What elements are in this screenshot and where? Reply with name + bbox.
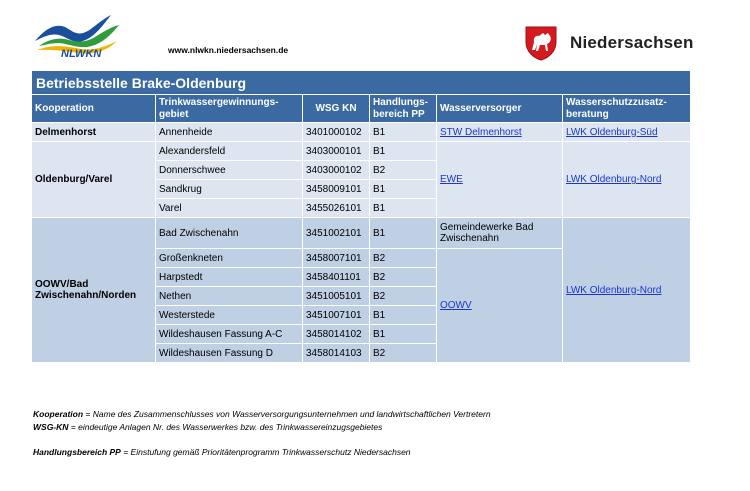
versorger-link[interactable]: OOWV [440,300,472,311]
kooperation-cell: Oldenburg/Varel [32,142,156,218]
column-header-handlungsbereich: Handlungs-bereich PP [370,95,437,123]
beratung-cell [563,142,691,218]
pp-cell: B2 [370,287,437,306]
gebiet-cell: Nethen [156,287,303,306]
pp-cell: B1 [370,180,437,199]
kooperation-cell: OOWV/Bad Zwischenahn/Norden [32,218,156,363]
table-row [32,123,691,142]
gebiet-cell: Westerstede [156,306,303,325]
pp-cell: B2 [370,344,437,363]
legend-wsg-kn [33,422,382,432]
legend-term: Kooperation [33,409,84,419]
column-header-wsg-kn: WSG KN [303,95,370,123]
beratung-link[interactable]: LWK Oldenburg-Süd [566,126,658,138]
wsg-cell: 3403000101 [303,142,370,161]
coat-of-arms-icon [523,24,559,62]
gebiet-cell: Donnerschwee [156,161,303,180]
wsg-cell: 3458014102 [303,325,370,344]
versorger-link[interactable]: STW Delmenhorst [440,126,522,138]
logo-text: NLWKN [61,48,102,60]
gebiet-cell: Wildeshausen Fassung A-C [156,325,303,344]
gebiet-cell: Großenkneten [156,249,303,268]
wsg-cell: 3458009101 [303,180,370,199]
kooperation-cell: Delmenhorst [32,123,156,142]
gebiet-cell: Annenheide [156,123,303,142]
wsg-cell: 3458401101 [303,268,370,287]
versorger-cell: Gemeindewerke Bad Zwischenahn [437,218,563,249]
pp-cell: B1 [370,142,437,161]
column-header-beratung: Wasserschutzzusatz-beratung [563,95,691,123]
beratung-link[interactable]: LWK Oldenburg-Nord [566,174,662,185]
legend-term: WSG-KN [33,422,69,432]
gebiet-cell: Harpstedt [156,268,303,287]
wsg-cell: 3451007101 [303,306,370,325]
pp-cell: B1 [370,199,437,218]
column-header-wasserversorger: Wasserversorger [437,95,563,123]
legend-text: = eindeutige Anlagen Nr. des Wasserwerkes bzw. des Trinkwassereinzugsgebietes [68,422,383,432]
legend-text: = Name des Zusammenschlusses von Wasserversorgungsunternehmen und landwirtschaftlichen Vertretern [83,409,491,419]
pp-cell: B2 [370,161,437,180]
column-header-gebiet: Trinkwassergewinnungs-gebiet [156,95,303,123]
pp-cell: B1 [370,218,437,249]
versorger-link[interactable]: EWE [440,174,463,185]
gebiet-cell: Wildeshausen Fassung D [156,344,303,363]
gebiet-cell: Bad Zwischenahn [156,218,303,249]
wsg-cell: 3458014103 [303,344,370,363]
versorger-cell [437,249,563,363]
versorger-cell [437,123,563,142]
gebiet-cell: Alexandersfeld [156,142,303,161]
wsg-cell: 3451005101 [303,287,370,306]
wsg-cell: 3458007101 [303,249,370,268]
pp-cell: B2 [370,249,437,268]
pp-cell: B1 [370,325,437,344]
pp-cell: B2 [370,268,437,287]
pp-cell: B1 [370,306,437,325]
legend-handlungsbereich [33,447,411,457]
beratung-link[interactable]: LWK Oldenburg-Nord [566,284,662,296]
beratung-cell [563,123,691,142]
niedersachsen-logo [523,24,559,67]
beratung-cell [563,218,691,363]
state-name: Niedersachsen [570,33,694,52]
wsg-cell: 3401000102 [303,123,370,142]
versorger-cell [437,142,563,218]
pp-cell: B1 [370,123,437,142]
wsg-cell: 3455026101 [303,199,370,218]
wsg-cell: 3451002101 [303,218,370,249]
legend-text: = Einstufung gemäß Prioritätenprogramm Trinkwasserschutz Niedersachsen [120,447,411,457]
column-header-kooperation: Kooperation [32,95,156,123]
legend-term: Handlungsbereich PP [33,447,121,457]
betriebsstelle-table [31,70,691,363]
table-row [32,218,691,249]
website-url[interactable]: www.nlwkn.niedersachsen.de [168,45,289,55]
wsg-cell: 3403000102 [303,161,370,180]
gebiet-cell: Varel [156,199,303,218]
legend-kooperation [33,409,491,419]
gebiet-cell: Sandkrug [156,180,303,199]
table-row [32,142,691,161]
table-title: Betriebsstelle Brake-Oldenburg [32,71,691,95]
